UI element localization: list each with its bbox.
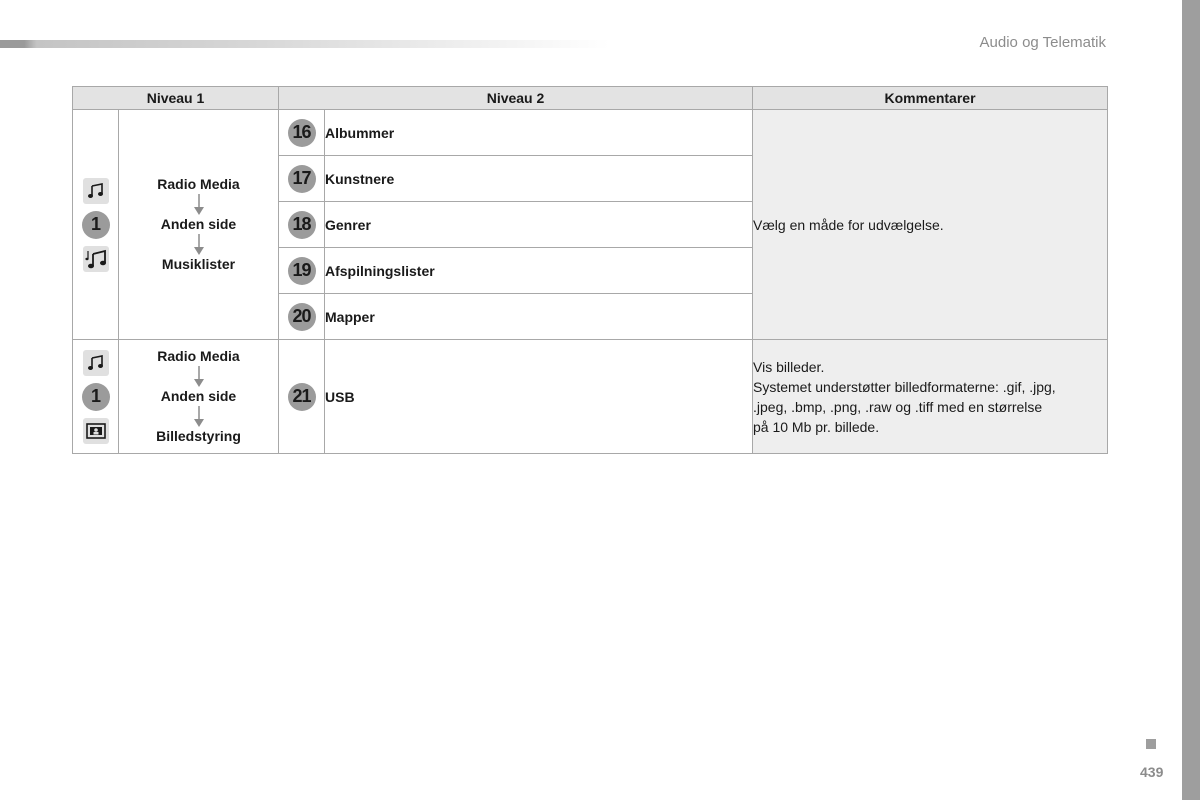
option-number-badge: 16 (288, 119, 316, 147)
comment-cell (753, 340, 1108, 454)
table-header-row (73, 87, 1108, 110)
level2-badge-cell (279, 340, 325, 454)
option-number-badge: 21 (288, 383, 316, 411)
arrow-down-icon (193, 193, 205, 216)
option-number-badge: 17 (288, 165, 316, 193)
path-step-radio-media: Radio Media (157, 348, 240, 364)
level1-icons (73, 340, 119, 454)
image-viewer-icon (83, 418, 109, 444)
comment-line: på 10 Mb pr. billede. (753, 418, 880, 435)
option-number-badge: 20 (288, 303, 316, 331)
comment-cell (753, 110, 1108, 340)
level1-path (119, 110, 279, 340)
path-step-billedstyring: Billedstyring (156, 428, 241, 444)
path-step-anden-side: Anden side (160, 388, 237, 404)
level2-option: Mapper (325, 294, 753, 340)
level2-badge-cell (279, 248, 325, 294)
page-marker (1146, 739, 1156, 749)
column-header-niveau1: Niveau 1 (73, 87, 279, 110)
option-number-badge: 19 (288, 257, 316, 285)
arrow-down-icon (193, 365, 205, 388)
level2-option: Albummer (325, 110, 753, 156)
level2-badge-cell (279, 156, 325, 202)
level2-option: Kunstnere (325, 156, 753, 202)
comment-line: .jpeg, .bmp, .png, .raw og .tiff med en størrelse (753, 398, 1043, 415)
page-edge-bar (1182, 0, 1200, 800)
arrow-down-icon (193, 405, 205, 428)
level2-option: USB (325, 340, 753, 454)
page-number: 439 (1140, 764, 1164, 780)
step-number-badge: 1 (82, 383, 110, 411)
level2-badge-cell (279, 110, 325, 156)
header-decoration-bar (0, 40, 610, 48)
level1-icons (73, 110, 119, 340)
level2-badge-cell (279, 202, 325, 248)
column-header-kommentarer: Kommentarer (753, 87, 1108, 110)
level2-option: Genrer (325, 202, 753, 248)
level1-path (119, 340, 279, 454)
path-step-radio-media: Radio Media (157, 176, 240, 192)
level2-badge-cell (279, 294, 325, 340)
comment-line: Systemet understøtter billedformaterne: .gif, .jpg, (753, 378, 1056, 395)
column-header-niveau2: Niveau 2 (279, 87, 753, 110)
music-note-icon (83, 178, 109, 204)
table-row (73, 340, 1108, 454)
music-note-icon (83, 350, 109, 376)
menu-table (72, 86, 1108, 454)
comment-line: Vis billeder. (753, 358, 825, 375)
step-number-badge: 1 (82, 211, 110, 239)
path-step-anden-side: Anden side (160, 216, 237, 232)
level2-option: Afspilningslister (325, 248, 753, 294)
arrow-down-icon (193, 233, 205, 256)
comment-line: Vælg en måde for udvælgelse. (753, 216, 944, 233)
option-number-badge: 18 (288, 211, 316, 239)
section-title: Audio og Telematik (979, 34, 1106, 51)
table-row (73, 110, 1108, 156)
music-list-icon (83, 246, 109, 272)
path-step-musiklister: Musiklister (161, 256, 236, 272)
